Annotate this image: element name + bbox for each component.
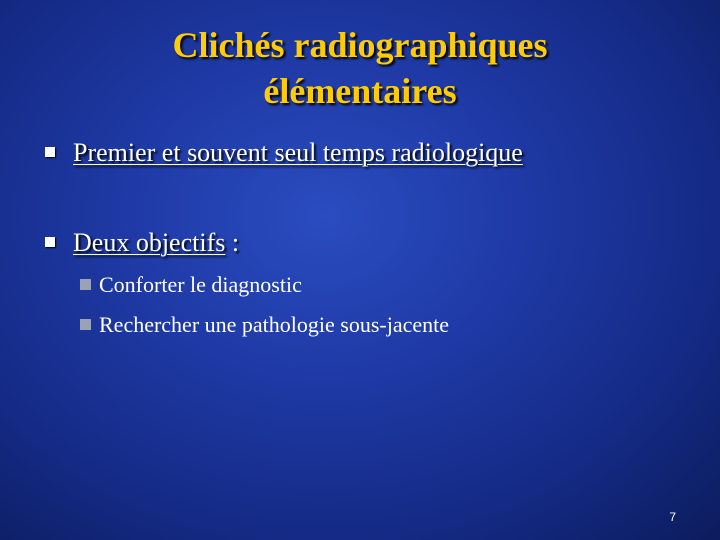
slide-title-line-1: Clichés radiographiques — [172, 25, 548, 65]
sub-bullet-item-1 — [80, 271, 302, 299]
sub-bullet-text: Rechercher une pathologie sous-jacente — [99, 312, 450, 337]
square-bullet-icon — [45, 147, 55, 157]
bullet-text: Deux objectifs — [73, 228, 226, 257]
slide-title — [0, 22, 720, 114]
bullet-item-2 — [45, 227, 239, 259]
square-bullet-icon — [80, 319, 91, 330]
bullet-text: Premier et souvent seul temps radiologique — [73, 138, 523, 167]
page-number: 7 — [669, 510, 676, 524]
bullet-suffix: : — [225, 228, 240, 257]
bullet-item-1 — [45, 137, 523, 169]
slide-title-line-2: élémentaires — [263, 71, 457, 111]
sub-bullet-item-2 — [80, 311, 449, 339]
square-bullet-icon — [80, 279, 91, 290]
sub-bullet-text: Conforter le diagnostic — [99, 272, 302, 297]
square-bullet-icon — [45, 237, 55, 247]
